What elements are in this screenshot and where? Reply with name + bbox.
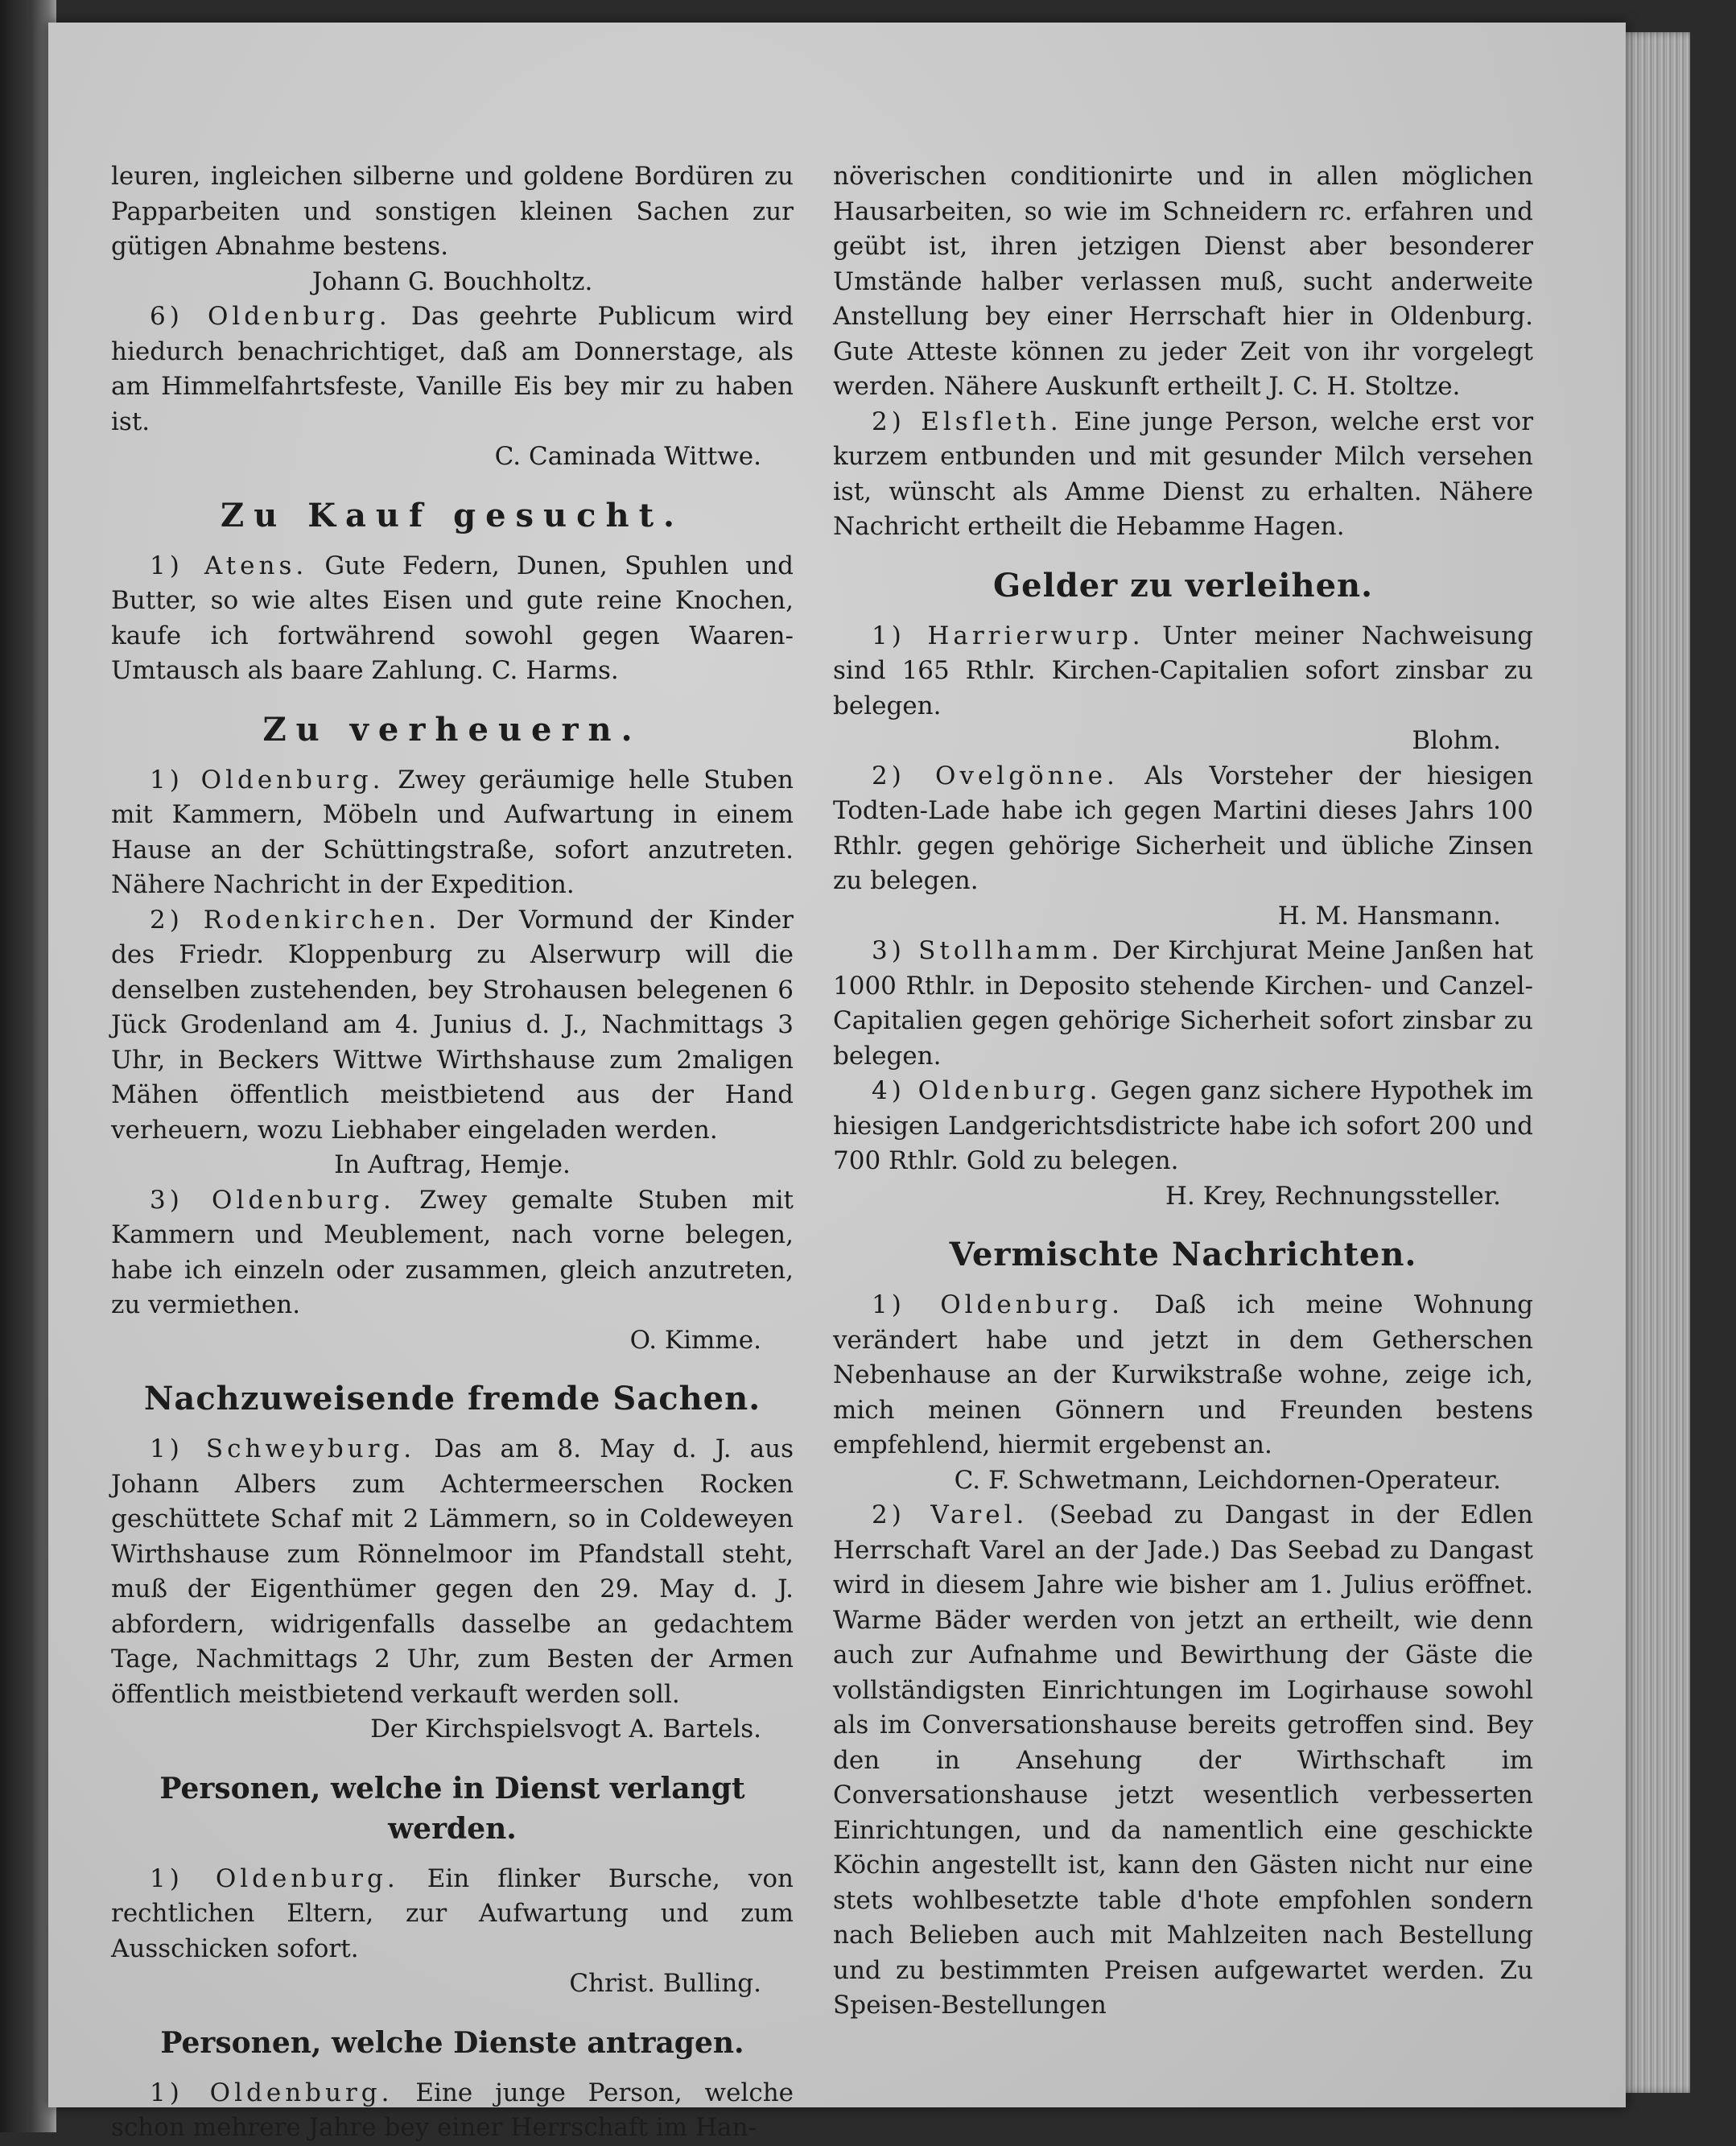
rent-ad-3-text: Zwey gemalte Stuben mit Kammern und Meublement, nach vorne belegen, habe ich einzeln oder zusammen, gleich anzutreten, zu vermiethen. — [111, 1185, 794, 1319]
misc-ad-1-place: 1) Oldenburg. — [872, 1290, 1124, 1319]
found-ad-1-signature: Der Kirchspielsvogt A. Bartels. — [370, 1715, 761, 1744]
wanted-ad-1 — [111, 1862, 794, 1967]
misc-ad-2 — [833, 1498, 1533, 2024]
purchase-ad-1-place: 1) Atens. — [150, 551, 308, 580]
wanted-ad-1-text: Ein flinker Bursche, von rechtlichen Eltern, zur Aufwartung und zum Ausschicken sofort. — [111, 1863, 794, 1963]
heading-found: Nachzuweisende fremde Sachen. — [143, 1380, 761, 1418]
ad-6-text: Das geehrte Publicum wird hiedurch benachrichtiget, daß am Donnerstage, als am Himmelfahrtsfeste, Vanille Eis bey mir zu haben ist. — [111, 302, 794, 436]
intro-text: leuren, ingleichen silberne und goldene Bordüren zu Papparbeiten und sonstigen kleinen Sachen zur gütigen Abnahme bestens. — [111, 162, 794, 261]
heading-rent: Zu verheuern. — [262, 710, 642, 749]
money-ad-4-signature: H. Krey, Rechnungssteller. — [1165, 1181, 1501, 1211]
purchase-ad-1 — [111, 549, 794, 689]
money-ad-2 — [833, 759, 1533, 899]
ad-6-signature: C. Caminada Wittwe. — [494, 442, 761, 471]
left-column — [111, 159, 794, 2146]
misc-ad-2-text: (Seebad zu Dangast in der Edlen Herrschaft Varel an der Jade.) Das Seebad zu Dangast wird in diesem Jahre wie bisher am 1. Julius eröffnet. Warme Bäder werden von jetzt an ertheilt, wie denn auch zur Aufnahme und Bewirthung der Gäste die vollständigsten Einrichtungen im Logirhause sowohl als im Conversationshause bereits getroffen sind. Bey den in Ansehung der Wirthschaft im Conversationshause jetzt wesentlich verbesserten Einrichtungen, und da namentlich eine geschickte Köchin angestellt ist, kann den Gästen nicht nur eine stets wohlbesetzte table d'hote empfohlen sondern nach Belieben auch mit Mahlzeiten nach Bestellung und zu bestimmten Preisen aufgewartet werden. Zu Speisen-Bestellungen — [833, 1500, 1533, 2020]
offering-ad-1-place: 1) Oldenburg. — [150, 2078, 394, 2107]
money-ad-1-text: Unter meiner Nachweisung sind 165 Rthlr. Kirchen-Capitalien sofort zinsbar zu belegen. — [833, 621, 1534, 720]
rent-ad-1-text: Zwey geräumige helle Stuben mit Kammern, Möbeln und Aufwartung in einem Hause an der Schüttingstraße, sofort anzutreten. Nähere Nachricht in der Expedition. — [111, 765, 794, 899]
purchase-ad-1-signature: C. Harms. — [491, 656, 619, 685]
money-ad-3-place: 3) Stollhamm. — [872, 936, 1103, 965]
found-ad-1 — [111, 1432, 794, 1712]
wanted-ad-1-signature: Christ. Bulling. — [569, 1969, 761, 1998]
rent-ad-2-place: 2) Rodenkirchen. — [150, 905, 440, 935]
ad-6-place: 6) Oldenburg. — [150, 302, 391, 331]
found-ad-1-text: Das am 8. May d. J. aus Johann Albers zum Achtermeerschen Rocken geschüttete Schaf mit 2 Lämmern, so in Coldeweyen Wirthshause zum Rönnelmoor im Pfandstall steht, muß der Eigenthümer gegen den 29. May d. J. abfordern, widrigenfalls dasselbe an gedachtem Tage, Nachmittags 2 Uhr, zum Besten der Armen öffentlich meistbietend verkauft werden soll. — [111, 1434, 794, 1709]
rent-ad-3-place: 3) Oldenburg. — [150, 1185, 395, 1215]
found-ad-1-place: 1) Schweyburg. — [150, 1434, 416, 1463]
money-ad-4 — [833, 1074, 1533, 1179]
offering-ad-1-text: Eine junge Person, welche schon mehrere Jahre bey einer Herrschaft im Han- — [111, 2078, 794, 2142]
offering-ad-1 — [111, 2076, 794, 2146]
misc-ad-2-place: 2) Varel. — [872, 1500, 1029, 1529]
money-ad-2-signature: H. M. Hansmann. — [1277, 901, 1501, 931]
intro-signature: Johann G. Bouchholtz. — [311, 266, 593, 296]
heading-misc: Vermischte Nachrichten. — [949, 1236, 1417, 1273]
rent-ad-2 — [111, 903, 794, 1149]
misc-ad-1-signature: C. F. Schwetmann, Leichdornen-Operateur. — [954, 1465, 1501, 1495]
newspaper-page — [48, 23, 1626, 2142]
money-ad-2-text: Als Vorsteher der hiesigen Todten-Lade habe ich gegen Martini dieses Jahrs 100 Rthlr. gegen gehörige Sicherheit und übliche Zinsen zu belegen. — [833, 761, 1533, 895]
money-ad-1-place: 1) Harrierwurp. — [872, 621, 1144, 650]
purchase-ad-1-text: Gute Federn, Dunen, Spuhlen und Butter, so wie altes Eisen und gute reine Knochen, kaufe ich fortwährend sowohl gegen Waaren-Umtausch als baare Zahlung. — [111, 551, 794, 685]
continued-paragraph — [833, 159, 1533, 405]
right-column — [833, 159, 1533, 2024]
money-ad-3 — [833, 934, 1533, 1074]
money-ad-1 — [833, 619, 1533, 724]
money-ad-4-text: Gegen ganz sichere Hypothek im hiesigen Landgerichtsdistricte habe ich sofort 200 und 700 Rthlr. Gold zu belegen. — [833, 1076, 1534, 1175]
continued-text: növerischen conditionirte und in allen möglichen Hausarbeiten, so wie im Schneidern rc. erfahren und geübt ist, ihren jetzigen Dienst aber besonderer Umstände halber verlassen muß, sucht anderweite Anstellung bey einer Herrschaft hier in Oldenburg. Gute Atteste können zu jeder Zeit von ihr vorgelegt werden. Nähere Auskunft ertheilt J. C. H. Stoltze. — [833, 162, 1533, 401]
offering-ad-2-text: Eine junge Person, welche erst vor kurzem entbunden und mit gesunder Milch versehen ist, wünscht als Amme Dienst zu erhalten. Nähere Nachricht ertheilt die Hebamme Hagen. — [833, 407, 1534, 541]
rent-ad-1 — [111, 763, 794, 903]
intro-paragraph — [111, 159, 794, 265]
rent-ad-1-place: 1) Oldenburg. — [150, 765, 385, 794]
ad-6 — [111, 299, 794, 440]
money-ad-1-signature: Blohm. — [1412, 726, 1501, 755]
misc-ad-1 — [833, 1288, 1533, 1463]
offering-ad-2 — [833, 405, 1533, 545]
money-ad-2-place: 2) Ovelgönne. — [872, 761, 1119, 790]
heading-purchase: Zu Kauf gesucht. — [221, 496, 684, 534]
money-ad-3-text: Der Kirchjurat Meine Janßen hat 1000 Rthlr. in Deposito stehende Kirchen- und Canzel-Capitalien gegen gehörige Sicherheit sofort zinsbar zu belegen. — [833, 936, 1533, 1071]
heading-money: Gelder zu verleihen. — [992, 566, 1374, 605]
rent-ad-2-text: Der Vormund der Kinder des Friedr. Kloppenburg zu Alserwurp will die denselben zustehenden, bey Strohausen belegenen 6 Jück Grodenland am 4. Junius d. J., Nachmittags 3 Uhr, in Beckers Wittwe Wirthshause zum 2maligen Mähen öffentlich meistbietend aus der Hand verheuern, wozu Liebhaber eingeladen werden. — [111, 905, 794, 1145]
rent-ad-3 — [111, 1183, 794, 1323]
rent-ad-3-signature: O. Kimme. — [629, 1325, 761, 1355]
rent-ad-2-signature: In Auftrag, Hemje. — [334, 1150, 571, 1179]
heading-offering: Personen, welche Dienste antragen. — [160, 2025, 744, 2060]
heading-wanted: Personen, welche in Dienst verlangt werden. — [159, 1771, 745, 1846]
offering-ad-2-place: 2) Elsfleth. — [872, 407, 1062, 436]
wanted-ad-1-place: 1) Oldenburg. — [150, 1863, 399, 1893]
money-ad-4-place: 4) Oldenburg. — [872, 1076, 1102, 1105]
misc-ad-1-text: Daß ich meine Wohnung verändert habe und jetzt in dem Getherschen Nebenhause an der Kurwikstraße wohne, zeige ich, mich meinen Gönnern und Freunden bestens empfehlend, hiermit ergebenst an. — [833, 1290, 1534, 1459]
